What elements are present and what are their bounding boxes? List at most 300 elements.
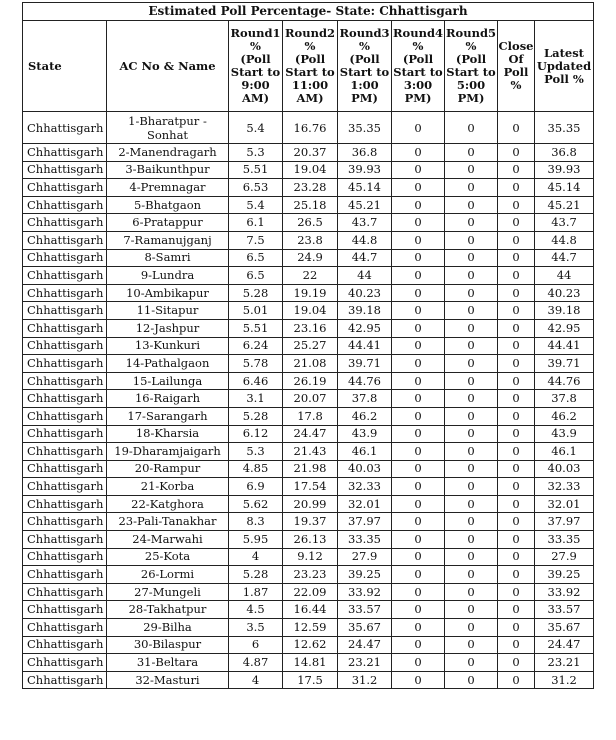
round5-cell: 0	[445, 671, 498, 689]
state-cell: Chhattisgarh	[23, 583, 107, 601]
round2-cell: 22	[283, 267, 338, 285]
latest-poll-cell: 44.76	[535, 372, 594, 390]
table-row	[23, 302, 594, 320]
round5-cell: 0	[445, 601, 498, 619]
round2-cell: 17.54	[283, 478, 338, 496]
round1-cell: 6	[229, 636, 283, 654]
table-row	[23, 179, 594, 197]
round4-cell: 0	[392, 443, 445, 461]
state-cell: Chhattisgarh	[23, 144, 107, 162]
table-row	[23, 372, 594, 390]
round4-cell: 0	[392, 284, 445, 302]
table-row	[23, 284, 594, 302]
round1-cell: 5.3	[229, 443, 283, 461]
round4-cell: 0	[392, 390, 445, 408]
round3-cell: 39.71	[338, 355, 392, 373]
round3-cell: 46.1	[338, 443, 392, 461]
round1-cell: 5.28	[229, 407, 283, 425]
round2-cell: 26.13	[283, 531, 338, 549]
round4-cell: 0	[392, 478, 445, 496]
ac-name-cell: 26-Lormi	[107, 566, 229, 584]
table-row	[23, 337, 594, 355]
close-of-poll-cell: 0	[498, 319, 535, 337]
round1-cell: 5.95	[229, 531, 283, 549]
round1-cell: 5.51	[229, 319, 283, 337]
round1-cell: 5.78	[229, 355, 283, 373]
round3-cell: 43.9	[338, 425, 392, 443]
ac-name-cell: 10-Ambikapur	[107, 284, 229, 302]
ac-name-cell: 8-Samri	[107, 249, 229, 267]
ac-name-cell: 12-Jashpur	[107, 319, 229, 337]
round2-cell: 9.12	[283, 548, 338, 566]
state-cell: Chhattisgarh	[23, 443, 107, 461]
latest-poll-cell: 39.25	[535, 566, 594, 584]
close-of-poll-cell: 0	[498, 196, 535, 214]
round5-cell: 0	[445, 112, 498, 144]
round5-cell: 0	[445, 196, 498, 214]
latest-poll-cell: 39.71	[535, 355, 594, 373]
ac-name-cell: 11-Sitapur	[107, 302, 229, 320]
round3-cell: 31.2	[338, 671, 392, 689]
close-of-poll-cell: 0	[498, 460, 535, 478]
round5-cell: 0	[445, 249, 498, 267]
round1-cell: 4	[229, 548, 283, 566]
table-row	[23, 478, 594, 496]
round3-cell: 45.21	[338, 196, 392, 214]
round5-cell: 0	[445, 443, 498, 461]
table-row	[23, 495, 594, 513]
state-cell: Chhattisgarh	[23, 214, 107, 232]
round2-cell: 21.98	[283, 460, 338, 478]
round1-cell: 6.5	[229, 267, 283, 285]
ac-name-cell: 1-Bharatpur - Sonhat	[107, 112, 229, 144]
latest-poll-cell: 33.92	[535, 583, 594, 601]
header-latest-updated: Latest Updated Poll %	[535, 21, 594, 112]
ac-name-cell: 16-Raigarh	[107, 390, 229, 408]
latest-poll-cell: 32.33	[535, 478, 594, 496]
round4-cell: 0	[392, 548, 445, 566]
state-cell: Chhattisgarh	[23, 112, 107, 144]
latest-poll-cell: 40.03	[535, 460, 594, 478]
state-cell: Chhattisgarh	[23, 372, 107, 390]
ac-name-cell: 3-Baikunthpur	[107, 161, 229, 179]
latest-poll-cell: 42.95	[535, 319, 594, 337]
round3-cell: 39.25	[338, 566, 392, 584]
round5-cell: 0	[445, 214, 498, 232]
state-cell: Chhattisgarh	[23, 566, 107, 584]
round3-cell: 23.21	[338, 654, 392, 672]
table-row	[23, 425, 594, 443]
close-of-poll-cell: 0	[498, 372, 535, 390]
state-cell: Chhattisgarh	[23, 425, 107, 443]
round1-cell: 5.28	[229, 284, 283, 302]
round4-cell: 0	[392, 249, 445, 267]
ac-name-cell: 30-Bilaspur	[107, 636, 229, 654]
ac-name-cell: 21-Korba	[107, 478, 229, 496]
round2-cell: 14.81	[283, 654, 338, 672]
round4-cell: 0	[392, 601, 445, 619]
round3-cell: 27.9	[338, 548, 392, 566]
round3-cell: 32.01	[338, 495, 392, 513]
table-row	[23, 214, 594, 232]
round3-cell: 35.35	[338, 112, 392, 144]
ac-name-cell: 2-Manendragarh	[107, 144, 229, 162]
table-row	[23, 583, 594, 601]
latest-poll-cell: 46.2	[535, 407, 594, 425]
round4-cell: 0	[392, 267, 445, 285]
round5-cell: 0	[445, 179, 498, 197]
round1-cell: 5.51	[229, 161, 283, 179]
state-cell: Chhattisgarh	[23, 249, 107, 267]
round4-cell: 0	[392, 302, 445, 320]
latest-poll-cell: 46.1	[535, 443, 594, 461]
state-cell: Chhattisgarh	[23, 460, 107, 478]
state-cell: Chhattisgarh	[23, 161, 107, 179]
round1-cell: 5.28	[229, 566, 283, 584]
close-of-poll-cell: 0	[498, 619, 535, 637]
round3-cell: 32.33	[338, 478, 392, 496]
latest-poll-cell: 31.2	[535, 671, 594, 689]
round3-cell: 33.57	[338, 601, 392, 619]
state-cell: Chhattisgarh	[23, 390, 107, 408]
round5-cell: 0	[445, 302, 498, 320]
round2-cell: 20.07	[283, 390, 338, 408]
round2-cell: 12.62	[283, 636, 338, 654]
round2-cell: 21.43	[283, 443, 338, 461]
latest-poll-cell: 36.8	[535, 144, 594, 162]
round4-cell: 0	[392, 231, 445, 249]
round5-cell: 0	[445, 407, 498, 425]
round1-cell: 5.4	[229, 196, 283, 214]
header-state: State	[23, 21, 107, 112]
close-of-poll-cell: 0	[498, 654, 535, 672]
round1-cell: 6.1	[229, 214, 283, 232]
round1-cell: 6.53	[229, 179, 283, 197]
round3-cell: 39.18	[338, 302, 392, 320]
ac-name-cell: 20-Rampur	[107, 460, 229, 478]
state-cell: Chhattisgarh	[23, 267, 107, 285]
latest-poll-cell: 44.41	[535, 337, 594, 355]
table-row	[23, 319, 594, 337]
header-ac-no-name: AC No & Name	[107, 21, 229, 112]
latest-poll-cell: 33.57	[535, 601, 594, 619]
close-of-poll-cell: 0	[498, 337, 535, 355]
latest-poll-cell: 35.35	[535, 112, 594, 144]
round2-cell: 25.18	[283, 196, 338, 214]
round5-cell: 0	[445, 284, 498, 302]
round1-cell: 4.5	[229, 601, 283, 619]
round3-cell: 37.97	[338, 513, 392, 531]
header-round2: Round2 % (Poll Start to 11:00 AM)	[283, 21, 338, 112]
ac-name-cell: 19-Dharamjaigarh	[107, 443, 229, 461]
round3-cell: 42.95	[338, 319, 392, 337]
round3-cell: 24.47	[338, 636, 392, 654]
close-of-poll-cell: 0	[498, 495, 535, 513]
round4-cell: 0	[392, 566, 445, 584]
ac-name-cell: 31-Beltara	[107, 654, 229, 672]
round5-cell: 0	[445, 566, 498, 584]
round5-cell: 0	[445, 460, 498, 478]
table-row	[23, 601, 594, 619]
table-row	[23, 531, 594, 549]
state-cell: Chhattisgarh	[23, 407, 107, 425]
table-row	[23, 460, 594, 478]
round2-cell: 26.5	[283, 214, 338, 232]
close-of-poll-cell: 0	[498, 636, 535, 654]
table-row	[23, 196, 594, 214]
state-cell: Chhattisgarh	[23, 619, 107, 637]
latest-poll-cell: 43.7	[535, 214, 594, 232]
close-of-poll-cell: 0	[498, 302, 535, 320]
round1-cell: 6.9	[229, 478, 283, 496]
close-of-poll-cell: 0	[498, 355, 535, 373]
round1-cell: 7.5	[229, 231, 283, 249]
round2-cell: 24.47	[283, 425, 338, 443]
round4-cell: 0	[392, 636, 445, 654]
table-row	[23, 548, 594, 566]
round4-cell: 0	[392, 671, 445, 689]
close-of-poll-cell: 0	[498, 144, 535, 162]
round5-cell: 0	[445, 231, 498, 249]
table-body	[23, 112, 594, 689]
header-close-of-poll: Close Of Poll %	[498, 21, 535, 112]
round3-cell: 46.2	[338, 407, 392, 425]
round3-cell: 33.35	[338, 531, 392, 549]
latest-poll-cell: 33.35	[535, 531, 594, 549]
round1-cell: 3.1	[229, 390, 283, 408]
header-round4: Round4 % (Poll Start to 3:00 PM)	[392, 21, 445, 112]
latest-poll-cell: 27.9	[535, 548, 594, 566]
state-cell: Chhattisgarh	[23, 179, 107, 197]
round4-cell: 0	[392, 112, 445, 144]
ac-name-cell: 14-Pathalgaon	[107, 355, 229, 373]
round1-cell: 3.5	[229, 619, 283, 637]
round1-cell: 1.87	[229, 583, 283, 601]
round4-cell: 0	[392, 531, 445, 549]
close-of-poll-cell: 0	[498, 601, 535, 619]
table-row	[23, 407, 594, 425]
close-of-poll-cell: 0	[498, 214, 535, 232]
state-cell: Chhattisgarh	[23, 319, 107, 337]
state-cell: Chhattisgarh	[23, 548, 107, 566]
state-cell: Chhattisgarh	[23, 337, 107, 355]
ac-name-cell: 15-Lailunga	[107, 372, 229, 390]
round3-cell: 44	[338, 267, 392, 285]
table-row	[23, 513, 594, 531]
close-of-poll-cell: 0	[498, 443, 535, 461]
round2-cell: 22.09	[283, 583, 338, 601]
round4-cell: 0	[392, 460, 445, 478]
round4-cell: 0	[392, 355, 445, 373]
latest-poll-cell: 43.9	[535, 425, 594, 443]
ac-name-cell: 5-Bhatgaon	[107, 196, 229, 214]
round4-cell: 0	[392, 407, 445, 425]
round4-cell: 0	[392, 337, 445, 355]
round5-cell: 0	[445, 337, 498, 355]
latest-poll-cell: 24.47	[535, 636, 594, 654]
state-cell: Chhattisgarh	[23, 513, 107, 531]
latest-poll-cell: 39.93	[535, 161, 594, 179]
ac-name-cell: 18-Kharsia	[107, 425, 229, 443]
latest-poll-cell: 45.14	[535, 179, 594, 197]
round2-cell: 21.08	[283, 355, 338, 373]
round5-cell: 0	[445, 583, 498, 601]
latest-poll-cell: 40.23	[535, 284, 594, 302]
close-of-poll-cell: 0	[498, 478, 535, 496]
close-of-poll-cell: 0	[498, 425, 535, 443]
header-round3: Round3 % (Poll Start to 1:00 PM)	[338, 21, 392, 112]
table-row	[23, 390, 594, 408]
table-row	[23, 443, 594, 461]
state-cell: Chhattisgarh	[23, 601, 107, 619]
round1-cell: 4.85	[229, 460, 283, 478]
round3-cell: 44.41	[338, 337, 392, 355]
state-cell: Chhattisgarh	[23, 531, 107, 549]
round1-cell: 8.3	[229, 513, 283, 531]
table-title: Estimated Poll Percentage- State: Chhattisgarh	[23, 3, 594, 21]
round3-cell: 45.14	[338, 179, 392, 197]
round4-cell: 0	[392, 161, 445, 179]
round4-cell: 0	[392, 619, 445, 637]
round3-cell: 39.93	[338, 161, 392, 179]
round2-cell: 19.04	[283, 161, 338, 179]
round2-cell: 16.44	[283, 601, 338, 619]
round2-cell: 19.37	[283, 513, 338, 531]
round5-cell: 0	[445, 478, 498, 496]
state-cell: Chhattisgarh	[23, 196, 107, 214]
latest-poll-cell: 44.8	[535, 231, 594, 249]
round5-cell: 0	[445, 372, 498, 390]
ac-name-cell: 28-Takhatpur	[107, 601, 229, 619]
round2-cell: 25.27	[283, 337, 338, 355]
ac-name-cell: 6-Pratappur	[107, 214, 229, 232]
round4-cell: 0	[392, 319, 445, 337]
table-row	[23, 636, 594, 654]
round4-cell: 0	[392, 372, 445, 390]
state-cell: Chhattisgarh	[23, 302, 107, 320]
round3-cell: 37.8	[338, 390, 392, 408]
poll-percentage-table	[22, 2, 594, 689]
table-row	[23, 654, 594, 672]
state-cell: Chhattisgarh	[23, 284, 107, 302]
round1-cell: 6.24	[229, 337, 283, 355]
state-cell: Chhattisgarh	[23, 636, 107, 654]
round4-cell: 0	[392, 654, 445, 672]
latest-poll-cell: 23.21	[535, 654, 594, 672]
state-cell: Chhattisgarh	[23, 355, 107, 373]
ac-name-cell: 27-Mungeli	[107, 583, 229, 601]
state-cell: Chhattisgarh	[23, 495, 107, 513]
round2-cell: 23.23	[283, 566, 338, 584]
round4-cell: 0	[392, 214, 445, 232]
ac-name-cell: 7-Ramanujganj	[107, 231, 229, 249]
round2-cell: 23.8	[283, 231, 338, 249]
close-of-poll-cell: 0	[498, 566, 535, 584]
close-of-poll-cell: 0	[498, 548, 535, 566]
ac-name-cell: 4-Premnagar	[107, 179, 229, 197]
round3-cell: 44.7	[338, 249, 392, 267]
round5-cell: 0	[445, 513, 498, 531]
ac-name-cell: 32-Masturi	[107, 671, 229, 689]
header-round1: Round1 % (Poll Start to 9:00 AM)	[229, 21, 283, 112]
latest-poll-cell: 39.18	[535, 302, 594, 320]
table-row	[23, 619, 594, 637]
ac-name-cell: 25-Kota	[107, 548, 229, 566]
ac-name-cell: 17-Sarangarh	[107, 407, 229, 425]
round2-cell: 12.59	[283, 619, 338, 637]
round4-cell: 0	[392, 513, 445, 531]
round2-cell: 23.28	[283, 179, 338, 197]
ac-name-cell: 9-Lundra	[107, 267, 229, 285]
latest-poll-cell: 45.21	[535, 196, 594, 214]
close-of-poll-cell: 0	[498, 284, 535, 302]
round2-cell: 17.8	[283, 407, 338, 425]
ac-name-cell: 24-Marwahi	[107, 531, 229, 549]
round5-cell: 0	[445, 161, 498, 179]
latest-poll-cell: 44	[535, 267, 594, 285]
ac-name-cell: 13-Kunkuri	[107, 337, 229, 355]
round1-cell: 5.3	[229, 144, 283, 162]
round2-cell: 16.76	[283, 112, 338, 144]
state-cell: Chhattisgarh	[23, 478, 107, 496]
round3-cell: 43.7	[338, 214, 392, 232]
round1-cell: 4	[229, 671, 283, 689]
round2-cell: 19.04	[283, 302, 338, 320]
round2-cell: 20.99	[283, 495, 338, 513]
ac-name-cell: 22-Katghora	[107, 495, 229, 513]
round1-cell: 6.12	[229, 425, 283, 443]
state-cell: Chhattisgarh	[23, 654, 107, 672]
table-row	[23, 144, 594, 162]
round2-cell: 24.9	[283, 249, 338, 267]
table-row	[23, 249, 594, 267]
round2-cell: 26.19	[283, 372, 338, 390]
latest-poll-cell: 32.01	[535, 495, 594, 513]
round1-cell: 5.01	[229, 302, 283, 320]
state-cell: Chhattisgarh	[23, 231, 107, 249]
table-row	[23, 671, 594, 689]
latest-poll-cell: 37.8	[535, 390, 594, 408]
round4-cell: 0	[392, 196, 445, 214]
round3-cell: 44.76	[338, 372, 392, 390]
round4-cell: 0	[392, 179, 445, 197]
close-of-poll-cell: 0	[498, 161, 535, 179]
round2-cell: 19.19	[283, 284, 338, 302]
table-row	[23, 112, 594, 144]
close-of-poll-cell: 0	[498, 112, 535, 144]
close-of-poll-cell: 0	[498, 407, 535, 425]
close-of-poll-cell: 0	[498, 390, 535, 408]
round3-cell: 36.8	[338, 144, 392, 162]
close-of-poll-cell: 0	[498, 249, 535, 267]
round5-cell: 0	[445, 425, 498, 443]
close-of-poll-cell: 0	[498, 671, 535, 689]
close-of-poll-cell: 0	[498, 267, 535, 285]
ac-name-cell: 29-Bilha	[107, 619, 229, 637]
round5-cell: 0	[445, 319, 498, 337]
round1-cell: 6.5	[229, 249, 283, 267]
close-of-poll-cell: 0	[498, 531, 535, 549]
round4-cell: 0	[392, 583, 445, 601]
round5-cell: 0	[445, 636, 498, 654]
close-of-poll-cell: 0	[498, 179, 535, 197]
table-row	[23, 566, 594, 584]
round1-cell: 5.4	[229, 112, 283, 144]
round2-cell: 17.5	[283, 671, 338, 689]
header-round5: Round5 % (Poll Start to 5:00 PM)	[445, 21, 498, 112]
round5-cell: 0	[445, 531, 498, 549]
round5-cell: 0	[445, 654, 498, 672]
